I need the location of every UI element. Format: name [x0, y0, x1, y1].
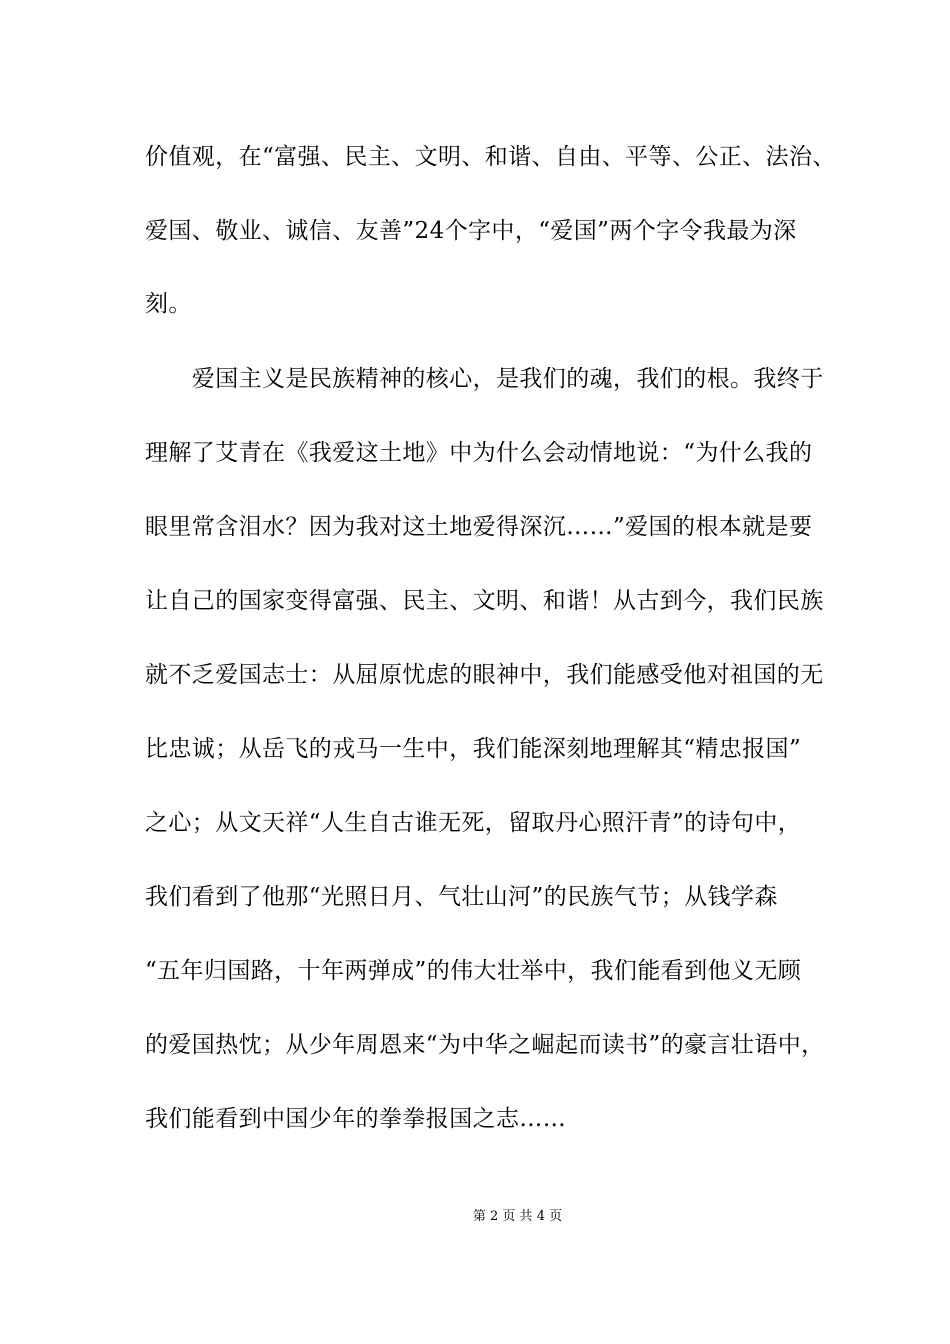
text-line: 爱国、敬业、诚信、友善”24个字中，“爱国”两个字令我最为深: [145, 218, 797, 244]
text-line: 的爱国热忱；从少年周恩来“为中华之崛起而读书”的豪言壮语中，: [145, 1032, 825, 1058]
text-line: 让自己的国家变得富强、民主、文明、和谐！从古到今，我们民族: [145, 588, 824, 614]
text-line: 爱国主义是民族精神的核心，是我们的魂，我们的根。我终于: [145, 366, 824, 392]
text-line: 就不乏爱国志士：从屈原忧虑的眼神中，我们能感受他对祖国的无: [145, 662, 824, 688]
text-line: 刻。: [145, 291, 192, 317]
text-line: 价值观，在“富强、民主、文明、和谐、自由、平等、公正、法治、: [145, 144, 836, 170]
text-line: “五年归国路，十年两弹成”的伟大壮举中，我们能看到他义无顾: [145, 958, 802, 984]
text-line: 理解了艾青在《我爱这土地》中为什么会动情地说：“为什么我的: [145, 440, 813, 466]
page-footer: 第 2 页 共 4 页: [472, 1209, 563, 1224]
text-line: 眼里常含泪水？因为我对这土地爱得深沉……”爱国的根本就是要: [145, 514, 813, 540]
text-line: 之心；从文天祥“人生自古谁无死，留取丹心照汗青”的诗句中，: [145, 810, 802, 836]
text-line: 比忠诚；从岳飞的戎马一生中，我们能深刻地理解其“精忠报国”: [145, 736, 802, 762]
text-line: 我们能看到中国少年的拳拳报国之志……: [145, 1106, 567, 1132]
text-line: 我们看到了他那“光照日月、气壮山河”的民族气节；从钱学森: [145, 884, 778, 910]
